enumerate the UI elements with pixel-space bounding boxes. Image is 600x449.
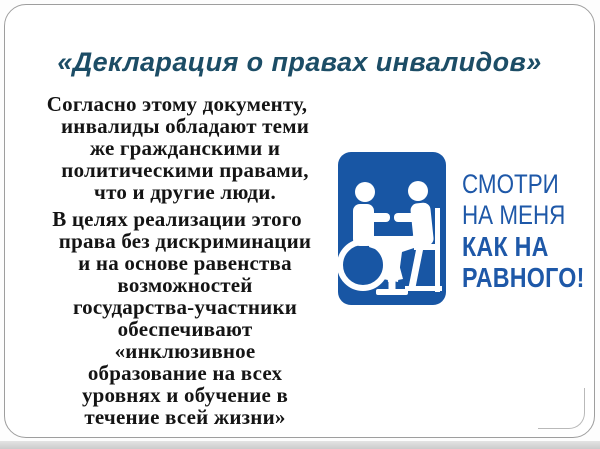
slogan xyxy=(462,169,600,293)
text-line: возможностей xyxy=(117,273,253,297)
body-text xyxy=(29,93,341,428)
frame-inner-corner xyxy=(538,388,585,429)
slide-shadow xyxy=(0,441,600,449)
wheelchair-meeting-icon xyxy=(338,152,446,305)
body-paragraph-1 xyxy=(29,93,341,203)
text-line: обеспечивают xyxy=(117,317,253,341)
text-line: государства-участники xyxy=(72,295,298,319)
text-line: и на основе равенства xyxy=(78,251,292,275)
slogan-line: СМОТРИ xyxy=(462,169,559,199)
slide-frame xyxy=(4,4,595,438)
text-line: права без дискриминации xyxy=(58,229,312,253)
text-line: политическими правами, xyxy=(61,158,309,182)
text-line: же гражданскими и xyxy=(89,136,281,160)
slogan-line: РАВНОГО! xyxy=(462,262,585,293)
text-line: Согласно этому документу, xyxy=(46,92,308,116)
text-line: инвалиды обладают теми xyxy=(60,114,310,138)
slogan-line: КАК НА xyxy=(462,231,549,262)
text-line: течение всей жизни» xyxy=(84,405,286,429)
page-title: «Декларация о правах инвалидов» xyxy=(57,47,542,77)
body-paragraph-2 xyxy=(29,208,341,428)
text-line: В целях реализации этого xyxy=(52,207,302,231)
equal-rights-poster xyxy=(338,152,588,305)
text-line: «инклюзивное xyxy=(114,339,256,363)
text-line: уровнях и обучение в xyxy=(81,383,289,407)
text-line: что и другие люди. xyxy=(94,180,276,204)
slogan-line: НА МЕНЯ xyxy=(462,200,566,230)
text-line: образование на всех xyxy=(87,361,283,385)
